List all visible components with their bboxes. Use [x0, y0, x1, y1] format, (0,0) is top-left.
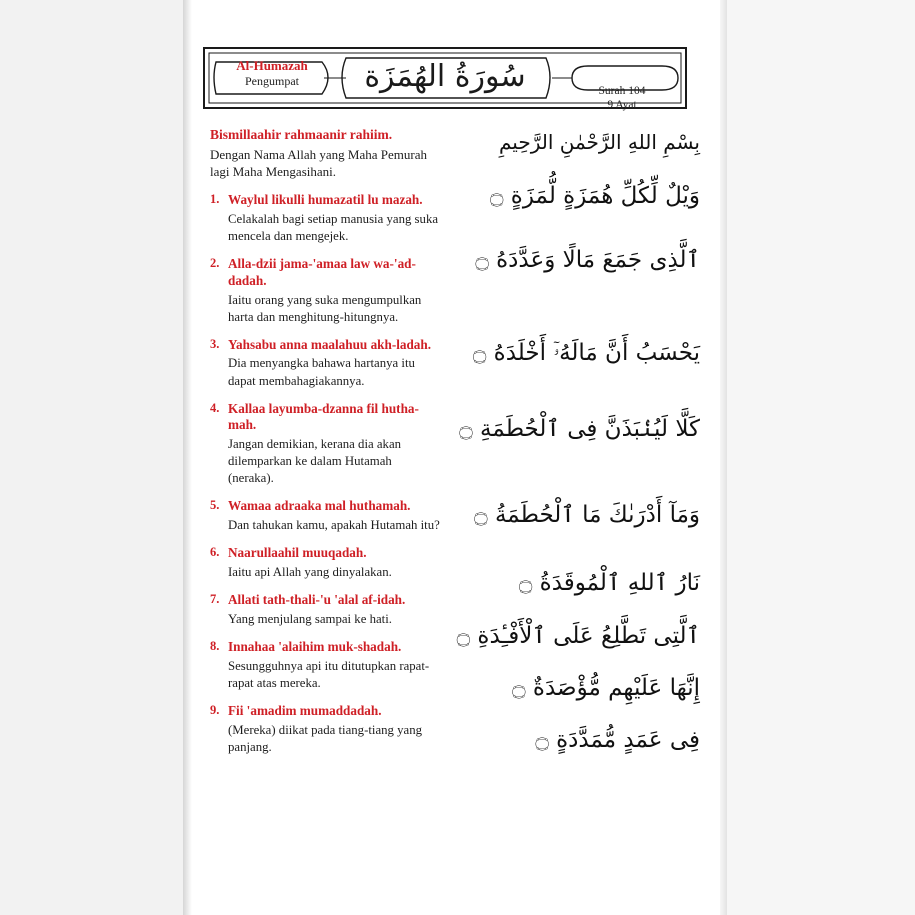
arabic-verse — [454, 563, 704, 603]
arabic-verse — [454, 668, 704, 708]
verse-translation: Sesungguhnya api itu ditutupkan rapat-rapat atas mereka. — [228, 658, 430, 690]
arabic-verse-text: ٱلَّذِى جَمَعَ مَالًا وَعَدَّدَهُ ۝ — [475, 247, 700, 274]
surah-number-label: Surah 104 — [598, 85, 646, 97]
arabic-verse-text: وَيْلٌ لِّكُلِّ هُمَزَةٍ لُّمَزَةٍ ۝ — [490, 183, 700, 209]
arabic-verse — [454, 720, 704, 760]
arabic-verse-text: ٱلَّتِى تَطَّلِعُ عَلَى ٱلْأَفْـِٔدَةِ ۝ — [456, 622, 700, 649]
page-gutter-shadow-left — [183, 0, 192, 915]
verse-latin: Kallaa layumba-dzanna fil hutha-mah. — [228, 400, 419, 433]
verse-number: 6. — [210, 545, 220, 560]
arabic-verse — [454, 409, 704, 449]
surah-header-banner — [200, 38, 690, 116]
verse-translation: Dia menyangka bahawa hartanya itu dapat membahagiakannya. — [228, 356, 415, 388]
verse-translation: Celakalah bagi setiap manusia yang suka mencela dan mengejek. — [228, 211, 439, 243]
verse-number: 3. — [210, 336, 220, 351]
page-sheet — [192, 0, 720, 915]
verse-entry — [210, 192, 440, 245]
arabic-verse-text: وَمَآ أَدْرَىٰكَ مَا ٱلْحُطَمَةُ ۝ — [474, 502, 700, 528]
verse-entry — [210, 592, 440, 628]
verse-latin: Fii 'amadim mumaddadah. — [228, 702, 382, 718]
verse-entry — [210, 498, 440, 534]
verse-translation: Iaitu api Allah yang dinyalakan. — [228, 565, 392, 580]
basmalah-translation: Dengan Nama Allah yang Maha Pemurah lagi Maha Mengasihani. — [210, 146, 427, 179]
arabic-verse-text: فِى عَمَدٍ مُّمَدَّدَةٍ ۝ — [535, 727, 700, 753]
verse-latin: Alla-dzii jama-'amaa law wa-'ad-dadah. — [228, 255, 416, 288]
verse-entry — [210, 639, 440, 692]
verse-translation: Jangan demikian, kerana dia akan dilemparkan ke dalam Hutamah (neraka). — [228, 437, 402, 486]
verse-latin: Wamaa adraaka mal huthamah. — [228, 498, 411, 514]
verse-translation: Dan tahukan kamu, apakah Hutamah itu? — [228, 518, 440, 533]
verse-number: 7. — [210, 592, 220, 607]
verse-entry — [210, 703, 440, 756]
verse-entry — [210, 401, 440, 488]
verse-translation: Iaitu orang yang suka mengumpulkan harta dan menghitung-hitungnya. — [228, 292, 422, 324]
page-edge-left — [0, 0, 190, 915]
verse-latin: Allati tath-thali-'u 'alal af-idah. — [228, 592, 406, 608]
verse-number: 2. — [210, 255, 220, 270]
arabic-verse-text: نَارُ ٱللهِ ٱلْمُوقَدَةُ ۝ — [518, 570, 700, 597]
basmalah-latin: Bismillaahir rahmaanir rahiim. — [210, 127, 393, 142]
arabic-column — [454, 126, 704, 760]
verse-number: 5. — [210, 498, 220, 513]
arabic-verse — [454, 495, 704, 535]
verse-latin: Innahaa 'alaihim muk-shadah. — [228, 639, 402, 655]
verse-latin: Naarullaahil muuqadah. — [228, 545, 367, 561]
surah-meta-cartouche — [570, 84, 674, 113]
verse-number: 1. — [210, 191, 220, 206]
page-edge-right — [720, 0, 915, 915]
verse-translation: Yang menjulang sampai ke hati. — [228, 612, 392, 627]
arabic-verse — [454, 176, 704, 216]
verse-latin: Yahsabu anna maalahuu akh-ladah. — [228, 336, 432, 352]
verse-entry — [210, 545, 440, 581]
arabic-verse — [454, 240, 704, 280]
arabic-verse — [454, 616, 704, 656]
transliteration-column — [210, 126, 440, 767]
arabic-verse-text: إِنَّهَا عَلَيْهِم مُّؤْصَدَةٌ ۝ — [512, 674, 700, 701]
verse-number: 9. — [210, 702, 220, 717]
verse-entry — [210, 337, 440, 390]
arabic-verse — [454, 333, 704, 373]
verse-entry — [210, 256, 440, 326]
verse-number: 8. — [210, 639, 220, 654]
surah-name-cartouche — [216, 58, 328, 89]
verse-translation: (Mereka) diikat pada tiang-tiang yang panjang. — [228, 722, 423, 754]
surah-name-meaning: Pengumpat — [245, 74, 299, 89]
arabic-verse-text: كَلَّا لَيُنۢبَذَنَّ فِى ٱلْحُطَمَةِ ۝ — [459, 415, 700, 442]
surah-body — [192, 126, 720, 886]
surah-name-latin: Al-Humazah — [236, 58, 308, 73]
basmalah-arabic: بِسْمِ اللهِ الرَّحْمٰنِ الرَّحِيمِ — [498, 130, 700, 154]
verse-number: 4. — [210, 400, 220, 415]
verse-latin: Waylul likulli humazatil lu mazah. — [228, 191, 423, 207]
arabic-verse-text: يَحْسَبُ أَنَّ مَالَهُۥٓ أَخْلَدَهُ ۝ — [472, 339, 700, 366]
surah-title-arabic: سُورَةُ الهُمَزَة — [364, 59, 526, 94]
ayat-count-label: 9 Ayat — [607, 99, 637, 112]
